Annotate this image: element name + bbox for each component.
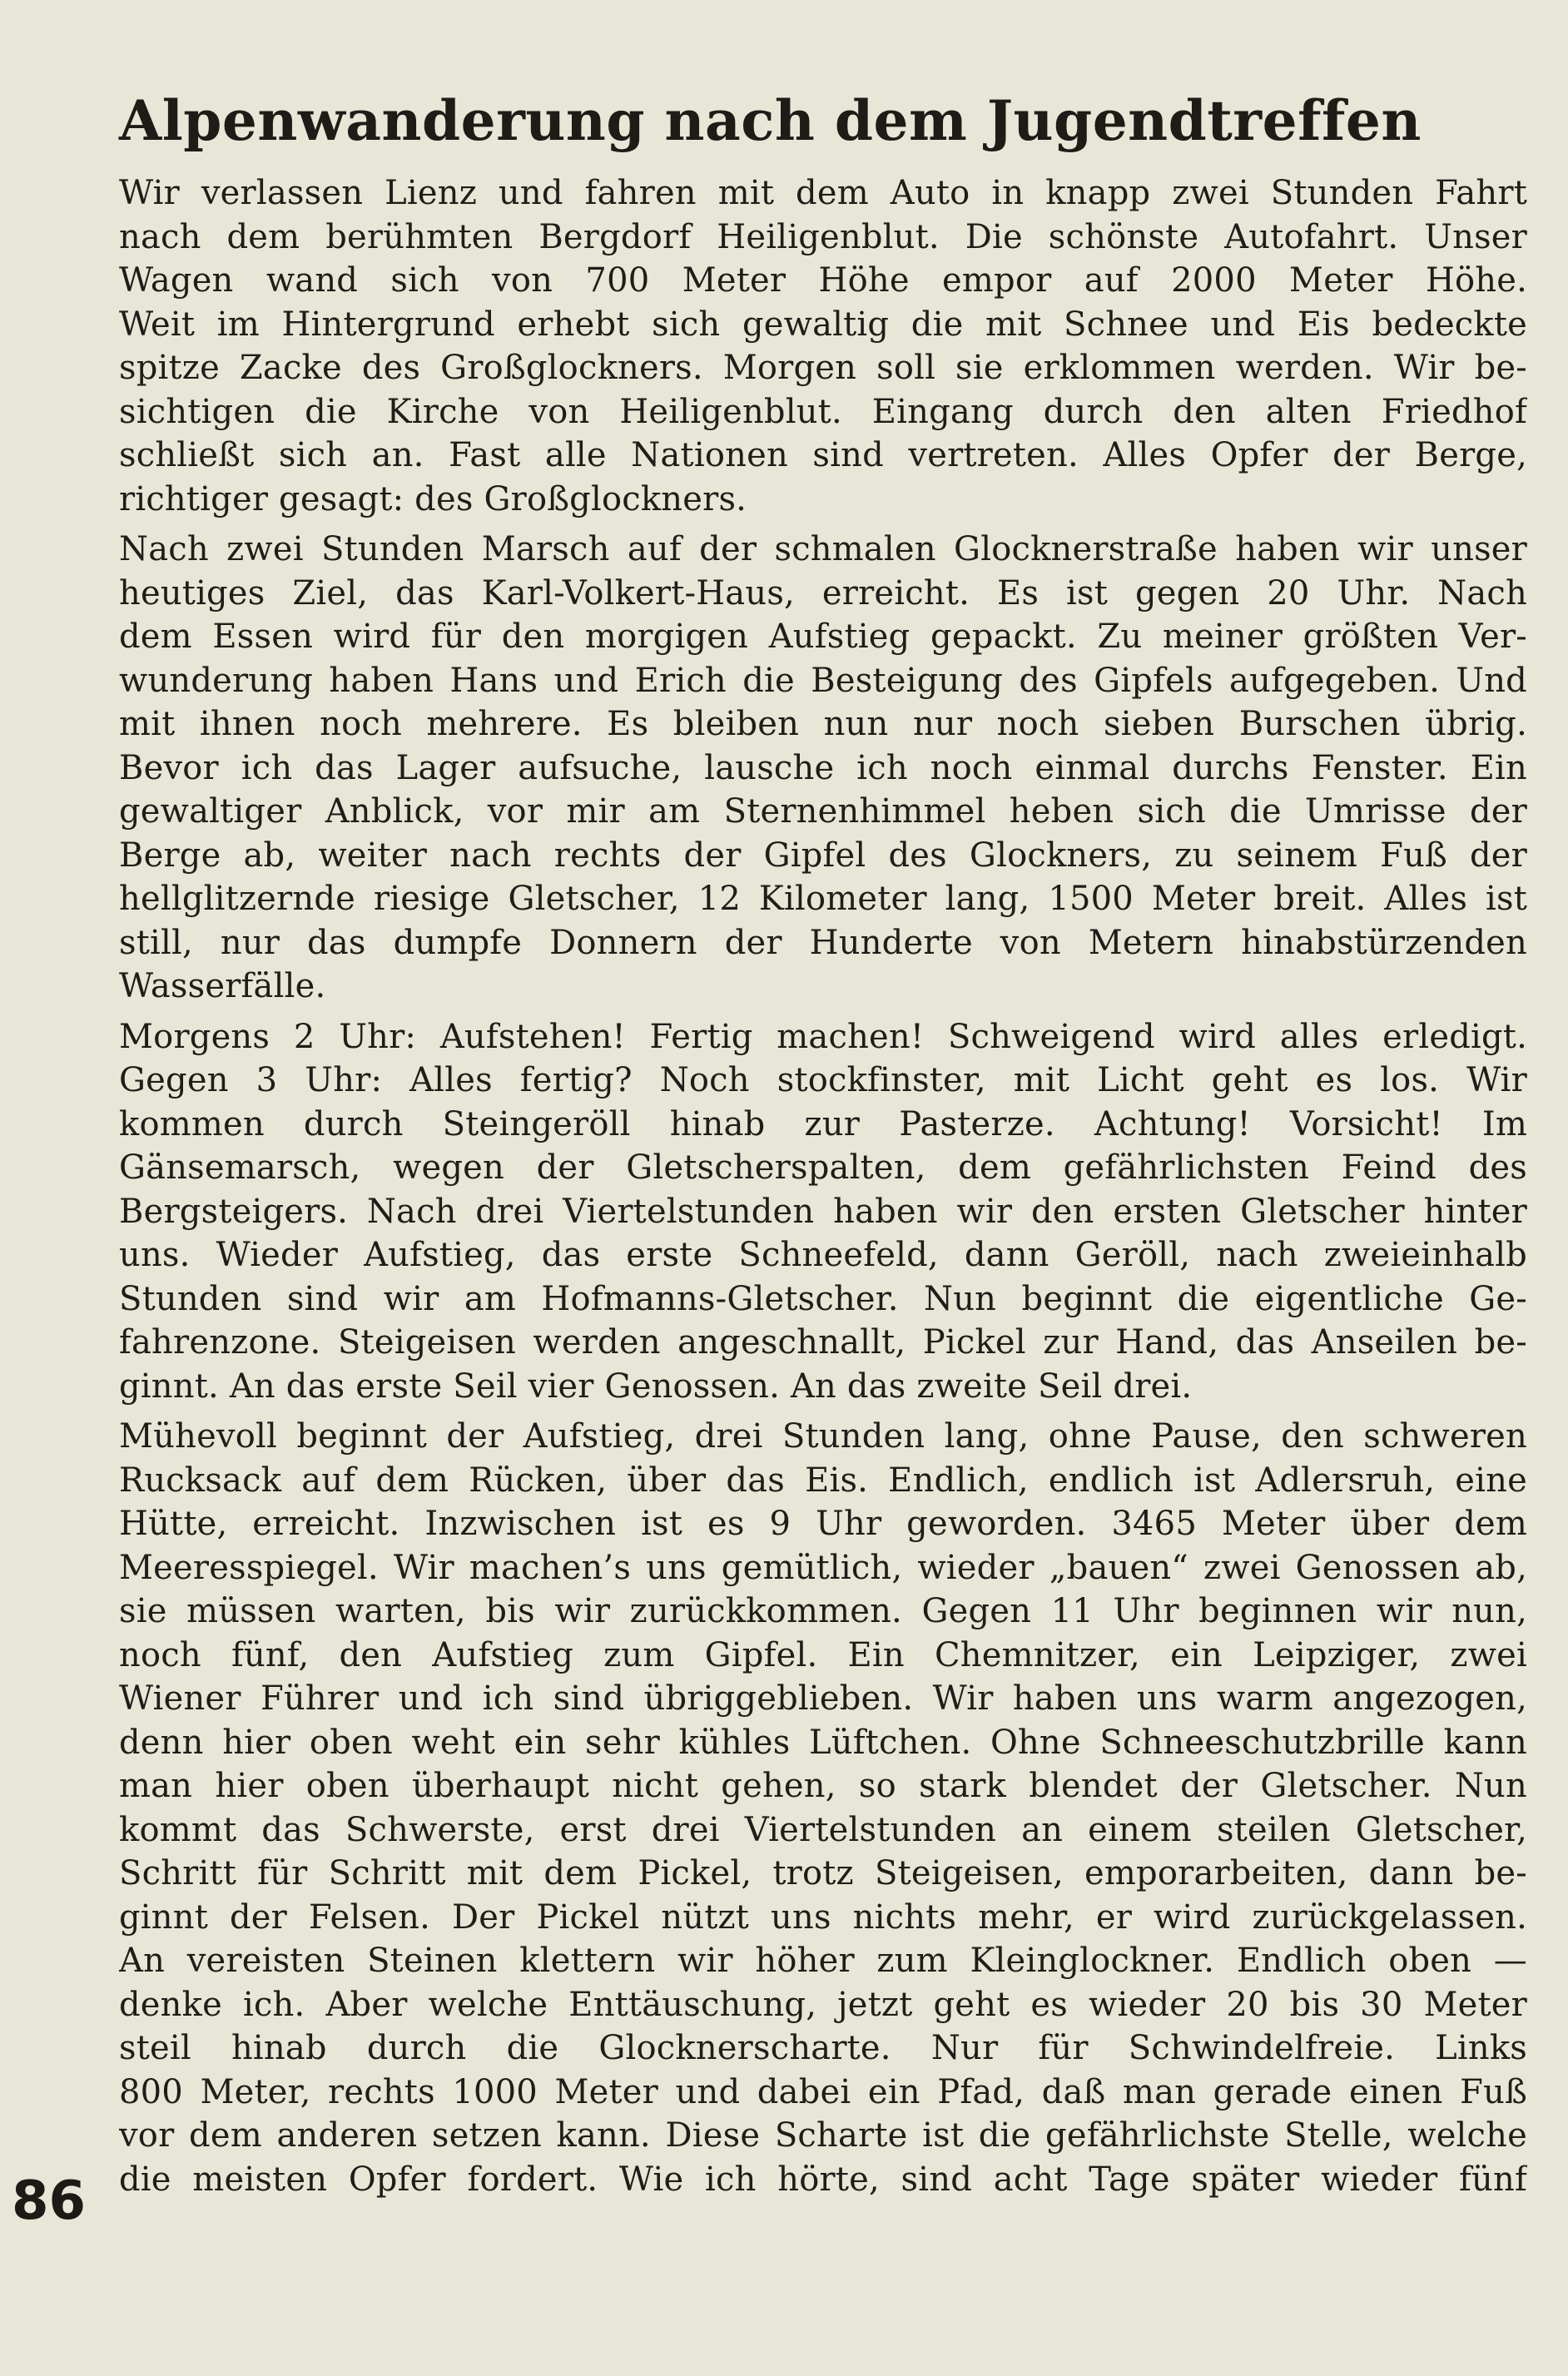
- text-line: Berge ab, weiter nach rechts der Gipfel des Glockners, zu seinem Fuß der: [119, 836, 1527, 875]
- text-line: gewaltiger Anblick, vor mir am Sternenhimmel heben sich die Umrisse der: [119, 792, 1527, 831]
- text-line: denn hier oben weht ein sehr kühles Lüftchen. Ohne Schneeschutzbrille kann: [119, 1723, 1527, 1762]
- page-title: Alpenwanderung nach dem Jugendtreffen: [119, 88, 1422, 153]
- text-line: vor dem anderen setzen kann. Diese Scharte ist die gefährlichste Stelle, welche: [119, 2116, 1527, 2155]
- text-line: die meisten Opfer fordert. Wie ich hörte, sind acht Tage später wieder fünf: [119, 2160, 1527, 2199]
- text-line: An vereisten Steinen klettern wir höher zum Kleinglockner. Endlich oben —: [119, 1942, 1527, 1980]
- text-line: noch fünf, den Aufstieg zum Gipfel. Ein Chemnitzer, ein Leipziger, zwei: [119, 1635, 1527, 1674]
- text-line: steil hinab durch die Glocknerscharte. Nur für Schwindelfreie. Links: [119, 2029, 1527, 2067]
- text-line: Wagen wand sich von 700 Meter Höhe empor auf 2000 Meter Höhe.: [119, 261, 1527, 300]
- text-line: man hier oben überhaupt nicht gehen, so stark blendet der Gletscher. Nun: [119, 1767, 1527, 1805]
- text-line: Gänsemarsch, wegen der Gletscherspalten, dem gefährlichsten Feind des: [119, 1148, 1527, 1187]
- text-line: dem Essen wird für den morgigen Aufstieg gepackt. Zu meiner größten Ver-: [119, 618, 1527, 656]
- text-line: Gegen 3 Uhr: Alles fertig? Noch stockfinster, mit Licht geht es los. Wir: [119, 1061, 1527, 1099]
- text-line: Schritt für Schritt mit dem Pickel, trotz Steigeisen, emporarbeiten, dann be-: [119, 1854, 1527, 1892]
- text-line: uns. Wieder Aufstieg, das erste Schneefeld, dann Geröll, nach zweieinhalb: [119, 1236, 1527, 1274]
- article-body: [119, 171, 1527, 2201]
- text-line: Weit im Hintergrund erhebt sich gewaltig die mit Schnee und Eis bedeckte: [119, 305, 1527, 344]
- paragraph-gap: [119, 521, 1527, 528]
- text-line: sichtigen die Kirche von Heiligenblut. Eingang durch den alten Friedhof: [119, 392, 1527, 431]
- paragraph: [119, 171, 1527, 521]
- text-line: denke ich. Aber welche Enttäuschung, jetzt geht es wieder 20 bis 30 Meter: [119, 1985, 1527, 2024]
- paragraph: [119, 1015, 1527, 1409]
- text-line: spitze Zacke des Großglockners. Morgen soll sie erklommen werden. Wir be-: [119, 349, 1527, 387]
- text-line: Wasserfälle.: [119, 967, 326, 1005]
- text-line: wunderung haben Hans und Erich die Besteigung des Gipfels aufgegeben. Und: [119, 661, 1527, 700]
- page-number: 86: [12, 2170, 87, 2232]
- text-line: Wiener Führer und ich sind übriggeblieben. Wir haben uns warm angezogen,: [119, 1679, 1527, 1718]
- text-line: Bergsteigers. Nach drei Viertelstunden haben wir den ersten Gletscher hinter: [119, 1192, 1527, 1231]
- text-line: mit ihnen noch mehrere. Es bleiben nun nur noch sieben Burschen übrig.: [119, 705, 1527, 743]
- text-line: Wir verlassen Lienz und fahren mit dem Auto in knapp zwei Stunden Fahrt: [119, 174, 1527, 212]
- text-line: nach dem berühmten Bergdorf Heiligenblut. Die schönste Autofahrt. Unser: [119, 217, 1527, 256]
- text-line: heutiges Ziel, das Karl-Volkert-Haus, erreicht. Es ist gegen 20 Uhr. Nach: [119, 573, 1527, 613]
- text-line: richtiger gesagt: des Großglockners.: [119, 479, 747, 518]
- text-line: sie müssen warten, bis wir zurückkommen. Gegen 11 Uhr beginnen wir nun,: [119, 1592, 1527, 1630]
- text-line: Morgens 2 Uhr: Aufstehen! Fertig machen! Schweigend wird alles erledigt.: [119, 1017, 1527, 1056]
- text-line: schließt sich an. Fast alle Nationen sind vertreten. Alles Opfer der Berge,: [119, 436, 1527, 474]
- text-line: Mühevoll beginnt der Aufstieg, drei Stunden lang, ohne Pause, den schweren: [119, 1417, 1527, 1456]
- paragraph: [119, 528, 1527, 1009]
- text-line: Hütte, erreicht. Inzwischen ist es 9 Uhr geworden. 3465 Meter über dem: [119, 1505, 1527, 1543]
- text-line: Bevor ich das Lager aufsuche, lausche ich noch einmal durchs Fenster. Ein: [119, 748, 1527, 787]
- paragraph: [119, 1415, 1527, 2201]
- text-line: ginnt der Felsen. Der Pickel nützt uns nichts mehr, er wird zurückgelassen.: [119, 1897, 1527, 1937]
- text-line: still, nur das dumpfe Donnern der Hunderte von Metern hinabstürzenden: [119, 923, 1527, 962]
- text-line: hellglitzernde riesige Gletscher, 12 Kilometer lang, 1500 Meter breit. Alles ist: [119, 880, 1527, 918]
- text-line: Meeresspiegel. Wir machen’s uns gemütlich, wieder „bauen“ zwei Genossen ab,: [119, 1548, 1527, 1587]
- text-line: Rucksack auf dem Rücken, über das Eis. Endlich, endlich ist Adlersruh, eine: [119, 1461, 1527, 1500]
- text-line: fahrenzone. Steigeisen werden angeschnallt, Pickel zur Hand, das Anseilen be-: [119, 1323, 1527, 1362]
- text-line: Stunden sind wir am Hofmanns-Gletscher. Nun beginnt die eigentliche Ge-: [119, 1279, 1527, 1318]
- paragraph-gap: [119, 1009, 1527, 1015]
- text-line: kommen durch Steingeröll hinab zur Pasterze. Achtung! Vorsicht! Im: [119, 1104, 1527, 1143]
- text-line: Nach zwei Stunden Marsch auf der schmalen Glocknerstraße haben wir unser: [119, 530, 1527, 568]
- text-line: 800 Meter, rechts 1000 Meter und dabei ein Pfad, daß man gerade einen Fuß: [119, 2072, 1527, 2111]
- text-line: kommt das Schwerste, erst drei Viertelstunden an einem steilen Gletscher,: [119, 1810, 1527, 1849]
- text-line: ginnt. An das erste Seil vier Genossen. An das zweite Seil drei.: [119, 1367, 1193, 1406]
- paragraph-gap: [119, 1408, 1527, 1415]
